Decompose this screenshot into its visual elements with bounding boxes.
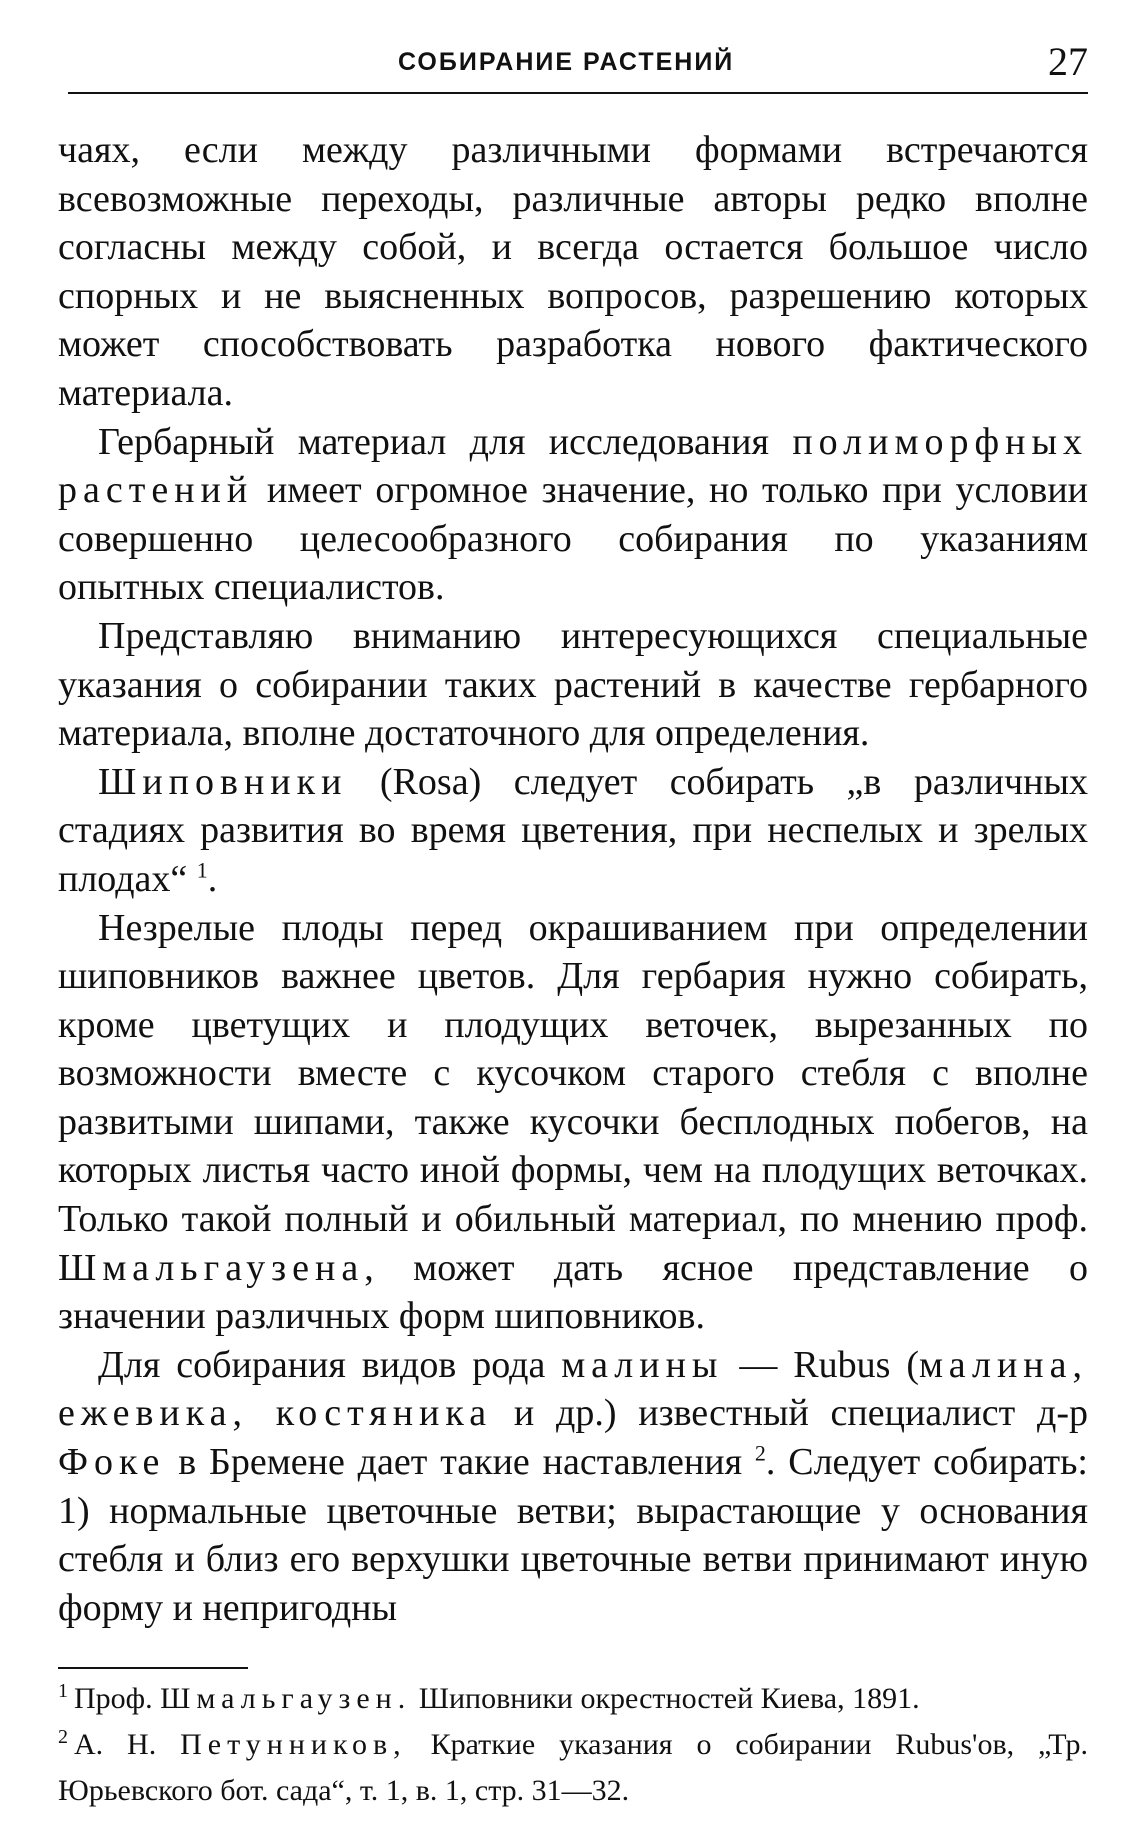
text-run: — Rubus ( xyxy=(723,1343,919,1386)
text-run: и др.) известный специалист д-р xyxy=(492,1392,1088,1435)
footnote-number: 2 xyxy=(58,1726,68,1748)
spaced-emphasis: Шмальгаузена xyxy=(58,1246,365,1289)
text-run: Шиповники окрестностей Киева, 1891. xyxy=(411,1682,920,1715)
text-run: имеет огромное значение, но только при условии совершенно целесообразного собирания по указаниям опытных специалистов. xyxy=(58,469,1088,609)
footnote-ref: 1 xyxy=(196,857,208,883)
text-run: Незрелые плоды перед окрашиванием при определении шиповников важнее цветов. Для гербария нужно собирать, кроме цветущих и плодущих веточек, вырезанных по возможности вместе с кусочком старого стебля с вполне развитыми шипами, также кусочки бесплодных побегов, на которых листья часто иной формы, чем на плодущих веточках. Только такой полный и обильный материал, по мнению проф. xyxy=(58,906,1088,1241)
running-title: СОБИРАНИЕ РАСТЕНИЙ xyxy=(398,48,735,76)
text-run: Гербарный материал для исследования xyxy=(98,420,793,463)
text-run: Для собирания видов рода xyxy=(98,1343,562,1386)
footnote-number: 1 xyxy=(58,1680,68,1702)
spaced-emphasis: Шиповники xyxy=(98,760,348,803)
spaced-emphasis: Шмальгаузен. xyxy=(160,1682,412,1715)
footnote-rule xyxy=(58,1667,248,1669)
footnotes xyxy=(58,1676,1088,1814)
spaced-emphasis: Петунников, xyxy=(180,1728,407,1761)
paragraph-continued: чаях, если между различными формами встречаются всевозможные переходы, различные авторы редко вполне согласны между собой, и всегда остается большое число спорных и не выясненных вопросов, разрешению которых может способствовать разработка нового фактического материала. xyxy=(58,129,1088,414)
text-run: , может дать ясное представление о значении различных форм шиповников. xyxy=(58,1246,1088,1338)
text-run: Проф. xyxy=(74,1682,161,1715)
paragraph-instructions-intro: Представляю вниманию интересующихся специальные указания о собирании таких растений в качестве гербарного материала, вполне достаточного для определения. xyxy=(58,614,1088,755)
text-run: в Бремене дает такие наставления xyxy=(165,1441,755,1484)
footnote-ref: 2 xyxy=(754,1440,766,1466)
footnote-2 xyxy=(58,1722,1088,1814)
running-head xyxy=(58,38,1088,88)
text-run: . xyxy=(207,857,218,900)
spaced-emphasis: малина, ежевика, костяника xyxy=(58,1343,1088,1435)
spaced-emphasis: Фоке xyxy=(58,1441,166,1484)
paragraph-rosa xyxy=(58,758,1088,904)
spaced-emphasis: малины xyxy=(561,1343,724,1386)
book-page xyxy=(58,0,1088,1842)
spaced-emphasis: полиморфных растений xyxy=(58,420,1088,512)
text-run: А. Н. xyxy=(74,1728,181,1761)
header-rule xyxy=(68,92,1088,94)
page-number: 27 xyxy=(1048,39,1088,84)
body-text xyxy=(58,126,1088,1632)
paragraph-herbarium-material xyxy=(58,418,1088,612)
text-run: Краткие указания о собирании Rubus'ов, „Тр. Юрьевского бот. сада“, т. 1, в. 1, стр. 31—32. xyxy=(58,1728,1088,1807)
paragraph-rubus xyxy=(58,1341,1088,1633)
text-run: . Следует собирать: 1) нормальные цветочные ветви; вырастающие у основания стебля и близ его верхушки цветочные ветви принимают иную форму и непригодны xyxy=(58,1441,1088,1629)
footnote-1 xyxy=(58,1676,1088,1722)
text-run: (Rosa) следует собирать „в различных стадиях развития во время цветения, при неспелых и зрелых плодах“ xyxy=(58,760,1088,900)
paragraph-unripe-fruits xyxy=(58,904,1088,1341)
